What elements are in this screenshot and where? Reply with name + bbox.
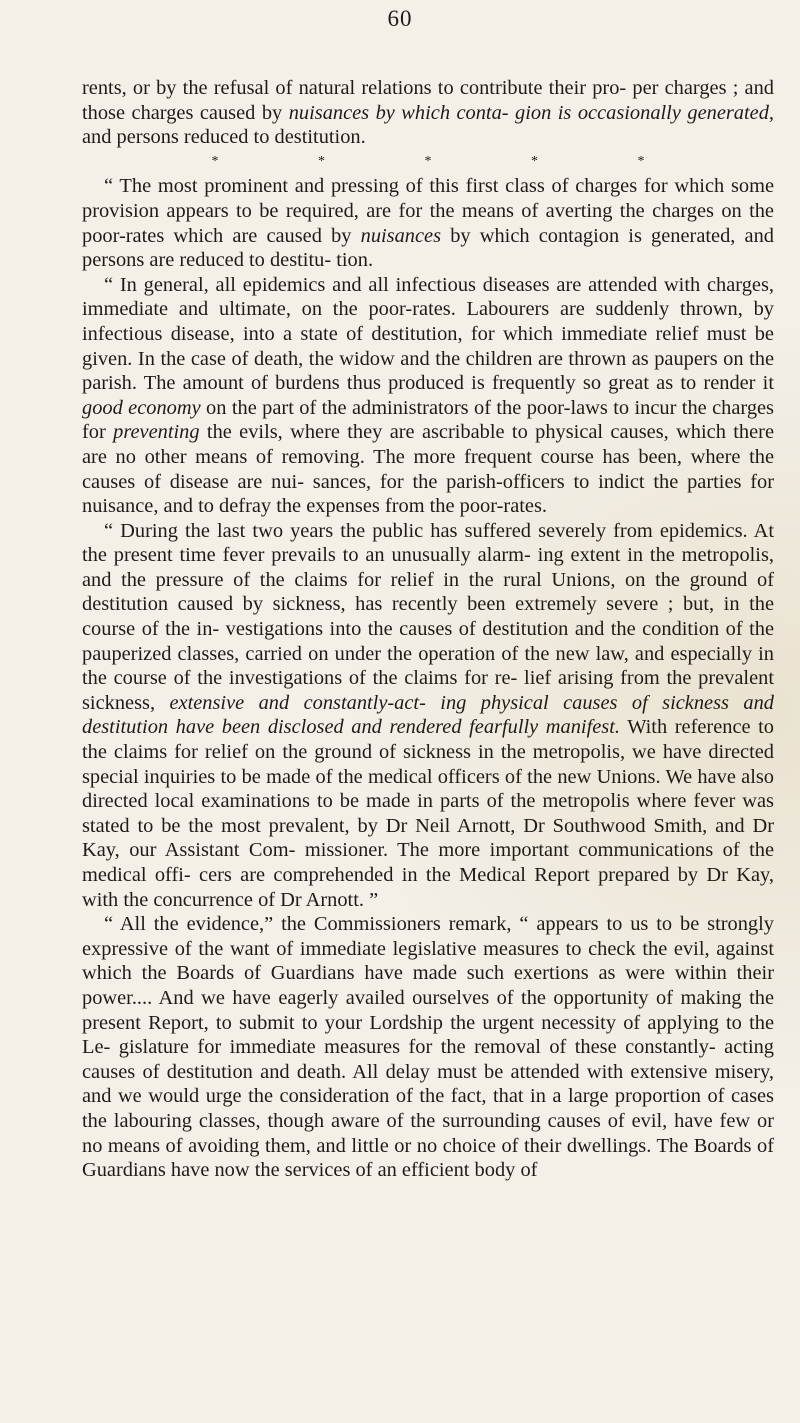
paragraph-3-text-2: With reference to the claims for relief on the ground of sickness in the metropolis, we have directed special inquiries to be made of the medical officers of the new Unions. We have also directed local examinations to be made in parts of the metropolis where fever was stated to be the most prevalent, by Dr Neil Arnott, Dr Southwood Smith, and Dr Kay, our Assistant Com- missioner. The more important communications of the medical offi- cers are comprehended in the Medical Report prepared by Dr Kay, with the concurrence of Dr Arnott. ” (82, 716, 775, 911)
paragraph-2-italic-1: good economy (82, 396, 201, 419)
paragraph-1-text-1: “ The most prominent and pressing of this first class of charges for which some provision appears to be required, are for the means of averting the charges on the poor-rates which are caused by (82, 175, 774, 247)
paragraph-2-text-3: the evils, where they are ascribable to physical causes, which there are no other means of removing. The more frequent course has been, where the causes of disease are nui- sances, for the parish-officers to indict the parties for nuisance, and to defray the expenses from the poor-rates. (82, 421, 775, 518)
paragraph-2 (82, 273, 774, 519)
paragraph-1-italic-1: nuisances (360, 224, 442, 247)
page-body (82, 76, 774, 1183)
opening-italic-1: nuisances by which conta- gion is occasionally generated, (288, 101, 775, 124)
paragraph-2-text-2: on the part of the administrators of the poor-laws to incur the charges for (82, 396, 774, 444)
opening-text-1: rents, or by the refusal of natural relations to contribute their pro- per charges ; and those charges caused by (82, 77, 774, 124)
paragraph-1 (82, 174, 774, 272)
opening-paragraph (82, 76, 774, 150)
paragraph-3-italic-1: extensive and constantly-act- ing physical causes of sickness and destitution have been disclosed and rendered fearfully manifest. (82, 691, 774, 739)
paragraph-2-italic-2: preventing (113, 421, 200, 444)
paragraph-1-text-2: by which contagion is generated, and persons are reduced to destitu- tion. (82, 224, 774, 272)
paragraph-3-text-1: “ During the last two years the public has suffered severely from epidemics. At the present time fever prevails to an unusually alarm- ing extent in the metropolis, and the pressure of the claims for relief in the rural Unions, on the ground of destitution caused by sickness, has recently been extremely severe ; but, in the course of the in- vestigations into the causes of destitution and the condition of the pauperized classes, carried on under the operation of the new law, and especially in the course of the investigations of the claims for re- lief arising from the prevalent sickness, (82, 519, 774, 714)
section-separator: * * * * * (211, 153, 693, 169)
paragraph-4-text-1: “ All the evidence,” the Commissioners remark, “ appears to us to be strongly expressive of the want of immediate legislative measures to check the evil, against which the Boards of Guardians have made such exertions as were within their power.... And we have eagerly availed ourselves of the opportunity of making the present Report, to submit to your Lordship the urgent necessity of applying to the Le- gislature for immediate measures for the removal of these constantly- acting causes of destitution and death. All delay must be attended with extensive misery, and we would urge the consideration of the fact, that in a large proportion of cases the labouring classes, though aware of the surrounding causes of evil, have few or no means of avoiding them, and little or no choice of their dwellings. The Boards of Guardians have now the services of an efficient body of (82, 913, 774, 1182)
paragraph-4 (82, 912, 774, 1183)
paragraph-2-text-1: “ In general, all epidemics and all infectious diseases are attended with charges, immediate and ultimate, on the poor-rates. Labourers are suddenly thrown, by infectious disease, into a state of destitution, for which immediate relief must be given. In the case of death, the widow and the children are thrown as paupers on the parish. The amount of burdens thus produced is frequently so great as to render it (82, 273, 774, 395)
page-number: 60 (387, 6, 413, 31)
opening-text-2: and persons reduced to destitution. (82, 126, 366, 149)
paragraph-3 (82, 519, 774, 913)
